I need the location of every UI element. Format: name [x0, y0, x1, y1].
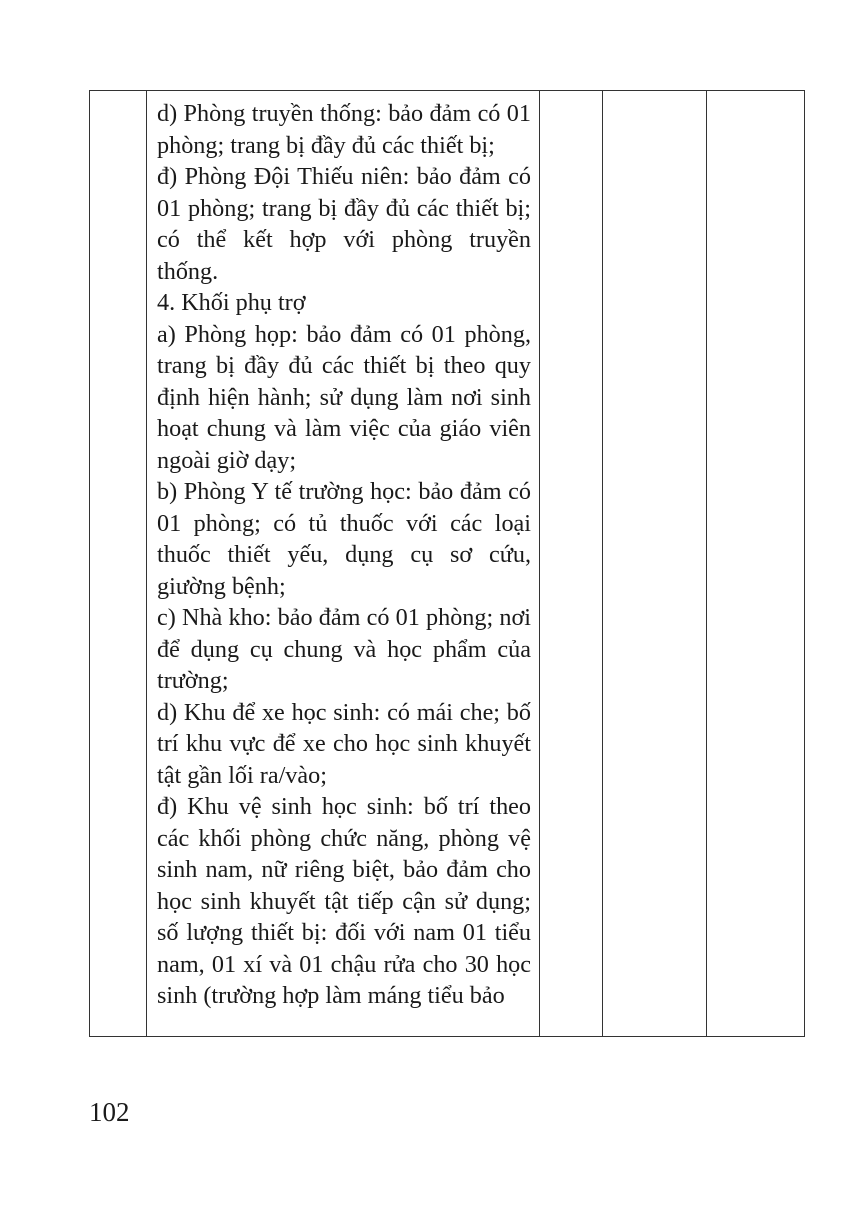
content-cell — [147, 91, 540, 1037]
criteria-table — [89, 90, 805, 1037]
empty-cell-1 — [540, 91, 603, 1037]
page-number: 102 — [89, 1097, 130, 1127]
paragraph-storage: c) Nhà kho: bảo đảm có 01 phòng; nơi để dụng cụ chung và học phẩm của trường; — [157, 604, 531, 694]
table-row — [90, 91, 805, 1037]
paragraph-traditional-room: d) Phòng truyền thống: bảo đảm có 01 phòng; trang bị đầy đủ các thiết bị; — [157, 100, 531, 159]
paragraph-medical-room: b) Phòng Y tế trường học: bảo đảm có 01 phòng; có tủ thuốc với các loại thuốc thiết yếu, dụng cụ sơ cứu, giường bệnh; — [157, 478, 531, 600]
paragraph-restrooms: đ) Khu vệ sinh học sinh: bố trí theo các khối phòng chức năng, phòng vệ sinh nam, nữ riêng biệt, bảo đảm cho học sinh khuyết tật tiếp cận sử dụng; số lượng thiết bị: đối với nam 01 tiểu nam, 01 xí và 01 chậu rửa cho 30 học sinh (trường hợp làm máng tiểu bảo — [157, 793, 531, 1009]
empty-cell-2 — [603, 91, 707, 1037]
index-cell — [90, 91, 147, 1037]
empty-cell-3 — [707, 91, 805, 1037]
paragraph-meeting-room: a) Phòng họp: bảo đảm có 01 phòng, trang bị đầy đủ các thiết bị theo quy định hiện hành; sử dụng làm nơi sinh hoạt chung và làm việc của giáo viên ngoài giờ dạy; — [157, 320, 531, 474]
paragraph-youth-union-room: đ) Phòng Đội Thiếu niên: bảo đảm có 01 phòng; trang bị đầy đủ các thiết bị; có thể kết hợp với phòng truyền thống. — [157, 163, 531, 285]
section-heading-auxiliary-block: 4. Khối phụ trợ — [157, 289, 306, 316]
paragraph-parking: d) Khu để xe học sinh: có mái che; bố trí khu vực để xe cho học sinh khuyết tật gần lối ra/vào; — [157, 698, 531, 789]
